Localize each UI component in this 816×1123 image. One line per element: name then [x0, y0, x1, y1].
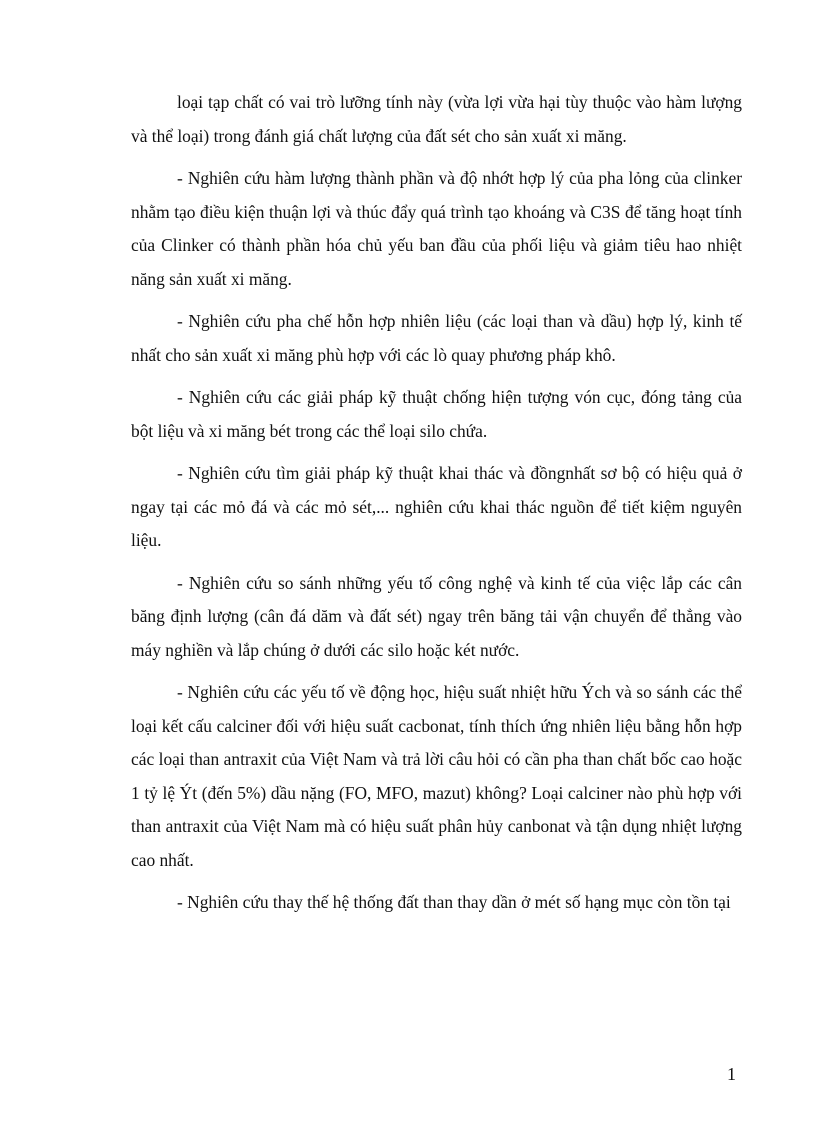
- paragraph-7: - Nghiên cứu các yếu tố về động học, hiệu suất nhiệt hữu Ých và so sánh các thể loại kết cấu calciner đối với hiệu suất cacbonat, tính thích ứng nhiên liệu bằng hỗn hợp các loại than antraxit của Việt Nam và trả lời câu hỏi có cần pha than chất bốc cao hoặc 1 tỷ lệ Ýt (đến 5%) dầu nặng (FO, MFO, mazut) không? Loại calciner nào phù hợp với than antraxit của Việt Nam mà có hiệu suất phân hủy canbonat và tận dụng nhiệt lượng cao nhất.: [131, 682, 742, 870]
- paragraph-3: - Nghiên cứu pha chế hỗn hợp nhiên liệu (các loại than và dầu) hợp lý, kinh tế nhất cho sản xuất xi măng phù hợp với các lò quay phương pháp khô.: [131, 311, 742, 365]
- paragraph-8: - Nghiên cứu thay thế hệ thống đất than thay dần ở mét số hạng mục còn tồn tại: [177, 892, 731, 912]
- paragraph-1: loại tạp chất có vai trò lưỡng tính này (vừa lợi vừa hại tùy thuộc vào hàm lượng và thể loại) trong đánh giá chất lượng của đất sét cho sản xuất xi măng.: [131, 92, 742, 146]
- paragraph-4: - Nghiên cứu các giải pháp kỹ thuật chống hiện tượng vón cục, đóng tảng của bột liệu và xi măng bét trong các thể loại silo chứa.: [131, 387, 742, 441]
- paragraph-5: - Nghiên cứu tìm giải pháp kỹ thuật khai thác và đồngnhất sơ bộ có hiệu quả ở ngay tại các mỏ đá và các mỏ sét,... nghiên cứu khai thác nguồn để tiết kiệm nguyên liệu.: [131, 463, 742, 550]
- document-body: [131, 86, 742, 929]
- paragraph-6: - Nghiên cứu so sánh những yếu tố công nghệ và kinh tế của việc lắp các cân băng định lượng (cân đá dăm và đất sét) ngay trên băng tải vận chuyển để thẳng vào máy nghiền và lắp chúng ở dưới các silo hoặc két nước.: [131, 572, 742, 660]
- paragraph-2: - Nghiên cứu hàm lượng thành phần và độ nhớt hợp lý của pha lỏng của clinker nhằm tạo điều kiện thuận lợi và thúc đẩy quá trình tạo khoáng và C3S để tăng hoạt tính của Clinker có thành phần hóa chủ yếu ban đầu của phối liệu và giảm tiêu hao nhiệt năng sản xuất xi măng.: [131, 168, 742, 289]
- page-number: 1: [727, 1064, 736, 1084]
